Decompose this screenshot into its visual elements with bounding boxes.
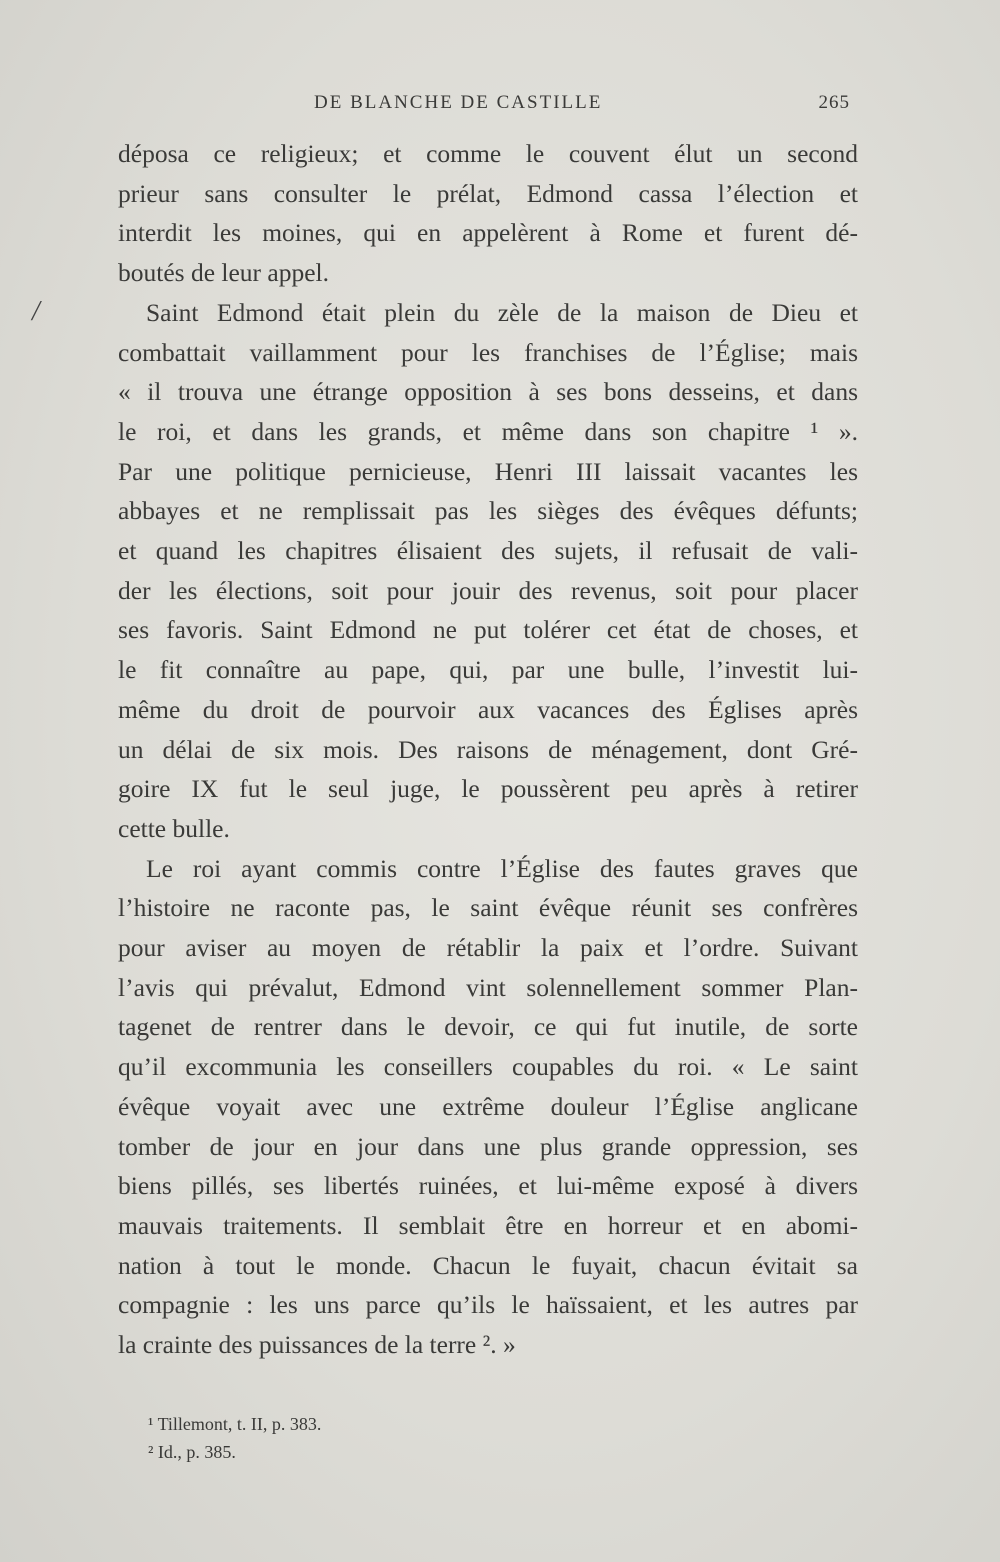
text-line: l’histoire ne raconte pas, le saint évêque réunit ses confrères [118, 893, 858, 923]
page-number: 265 [818, 92, 850, 113]
text-line: un délai de six mois. Des raisons de ménagement, dont Gré- [118, 734, 858, 764]
text-line: « il trouva une étrange opposition à ses bons desseins, et dans [118, 377, 858, 407]
text-line: et quand les chapitres élisaient des sujets, il refusait de vali- [118, 536, 858, 566]
footnotes [148, 1410, 748, 1466]
text-line: combattait vaillamment pour les franchises de l’Église; mais [118, 337, 858, 367]
text-line: le roi, et dans les grands, et même dans son chapitre ¹ ». [118, 416, 858, 446]
text-line: tagenet de rentrer dans le devoir, ce qui fut inutile, de sorte [118, 1012, 858, 1042]
text-line: cette bulle. [118, 813, 230, 843]
footnote-1: ¹ Tillemont, t. II, p. 383. [148, 1414, 322, 1434]
body-text [118, 134, 858, 1365]
footnote-2: ² Id., p. 385. [148, 1442, 236, 1462]
text-line: Le roi ayant commis contre l’Église des fautes graves que [146, 853, 858, 883]
text-line: déposa ce religieux; et comme le couvent élut un second [118, 139, 858, 168]
text-line: prieur sans consulter le prélat, Edmond cassa l’élection et [118, 178, 858, 208]
text-line: le fit connaître au pape, qui, par une bulle, l’investit lui- [118, 655, 858, 685]
paragraph-3 [118, 849, 858, 1365]
text-line: compagnie : les uns parce qu’ils le haïssaient, et les autres par [118, 1290, 858, 1320]
text-line: boutés de leur appel. [118, 258, 330, 288]
text-line: ses favoris. Saint Edmond ne put tolérer cet état de choses, et [118, 615, 858, 645]
text-line: Par une politique pernicieuse, Henri III laissait vacantes les [118, 456, 858, 486]
text-line: l’avis qui prévalut, Edmond vint solennellement sommer Plan- [118, 972, 858, 1002]
text-line: biens pillés, ses libertés ruinées, et lui-même exposé à divers [118, 1171, 858, 1201]
text-line: nation à tout le monde. Chacun le fuyait, chacun évitait sa [118, 1250, 858, 1280]
text-line: der les élections, soit pour jouir des revenus, soit pour placer [118, 575, 858, 605]
text-line: interdit les moines, qui en appelèrent à Rome et furent dé- [118, 218, 858, 248]
paragraph-1 [118, 134, 858, 293]
running-title: DE BLANCHE DE CASTILLE [314, 92, 603, 113]
text-line: la crainte des puissances de la terre ². » [118, 1330, 516, 1360]
text-line: qu’il excommunia les conseillers coupables du roi. « Le saint [118, 1052, 858, 1082]
text-line: pour aviser au moyen de rétablir la paix et l’ordre. Suivant [118, 933, 858, 963]
text-line: Saint Edmond était plein du zèle de la maison de Dieu et [146, 297, 858, 327]
text-line: mauvais traitements. Il semblait être en horreur et en abomi- [118, 1210, 858, 1240]
margin-pencil-mark: / [32, 296, 40, 327]
text-line: goire IX fut le seul juge, le poussèrent peu après à retirer [118, 774, 858, 804]
paragraph-2 [118, 293, 858, 849]
text-line: même du droit de pourvoir aux vacances des Églises après [118, 694, 858, 724]
text-line: évêque voyait avec une extrême douleur l’Église anglicane [118, 1091, 858, 1121]
text-line: abbayes et ne remplissait pas les sièges des évêques défunts; [118, 496, 858, 526]
text-line: tomber de jour en jour dans une plus grande oppression, ses [118, 1131, 858, 1161]
